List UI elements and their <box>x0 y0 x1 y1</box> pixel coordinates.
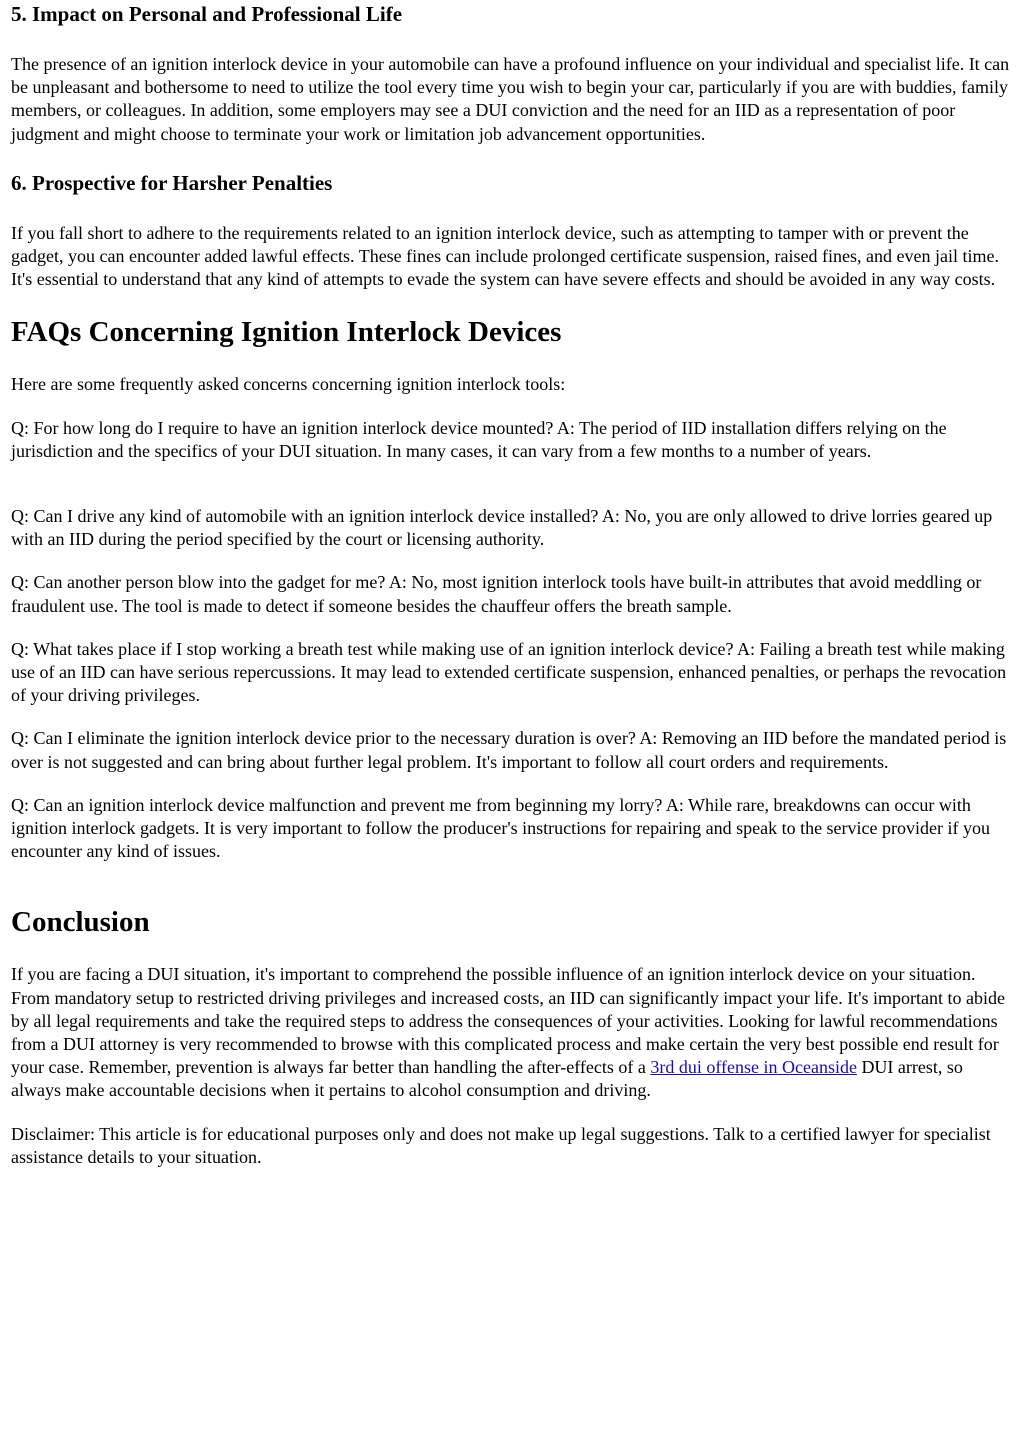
disclaimer: Disclaimer: This article is for educational purposes only and does not make up legal suggestions. Talk to a certified lawyer for specialist assistance details to your situation. <box>11 1123 991 1167</box>
faq-item: Q: Can I drive any kind of automobile with an ignition interlock device installed? A: No, you are only allowed to drive lorries geared up with an IID during the period specified by the court or licensing authority. <box>11 506 993 550</box>
faq-item: Q: Can an ignition interlock device malfunction and prevent me from beginning my lorry? A: While rare, breakdowns can occur with ignition interlock gadgets. It is very important to follow the producer's instructions for repairing and speak to the service provider if you encounter any kind of issues. <box>11 794 990 862</box>
faqs-intro: Here are some frequently asked concerns concerning ignition interlock tools: <box>11 374 566 395</box>
oceanside-dui-link[interactable]: 3rd dui offense in Oceanside <box>650 1057 857 1078</box>
faq-item: Q: For how long do I require to have an ignition interlock device mounted? A: The period of IID installation differs relying on the jurisdiction and the specifics of your DUI situation. In many cases, it can vary from a few months to a number of years. <box>11 417 947 461</box>
conclusion-heading: Conclusion <box>11 906 150 939</box>
section-6-body: If you fall short to adhere to the requirements related to an ignition interlock device, such as attempting to tamper with or prevent the gadget, you can encounter added lawful effects. These fines can include prolonged certificate suspension, raised fines, and even jail time. It's essential to understand that any kind of attempts to evade the system can have severe effects and should be avoided in any way costs. <box>11 222 999 290</box>
section-5-heading: 5. Impact on Personal and Professional Life <box>11 2 403 26</box>
faqs-heading: FAQs Concerning Ignition Interlock Devices <box>11 316 562 349</box>
faq-item: Q: Can I eliminate the ignition interlock device prior to the necessary duration is over? A: Removing an IID before the mandated period is over is not suggested and can bring about further legal problem. It's important to follow all court orders and requirements. <box>11 728 1007 772</box>
conclusion-body <box>11 963 1013 1102</box>
conclusion-text-after-link: DUI arrest, so always make accountable decisions when it pertains to alcohol consumption and driving. <box>11 1057 963 1101</box>
section-5-body: The presence of an ignition interlock device in your automobile can have a profound influence on your individual and specialist life. It can be unpleasant and bothersome to need to utilize the tool every time you wish to begin your car, particularly if you are with buddies, family members, or colleagues. In addition, some employers may see a DUI conviction and the need for an IID as a representation of poor judgment and might choose to terminate your work or limitation job advancement opportunities. <box>11 54 1010 144</box>
faq-item: Q: Can another person blow into the gadget for me? A: No, most ignition interlock tools have built-in attributes that avoid meddling or fraudulent use. The tool is made to detect if someone besides the chauffeur offers the breath sample. <box>11 572 982 616</box>
section-6-heading: 6. Prospective for Harsher Penalties <box>11 170 333 195</box>
faq-item: Q: What takes place if I stop working a breath test while making use of an ignition interlock device? A: Failing a breath test while making use of an IID can have serious repercussions. It may lead to extended certificate suspension, enhanced penalties, or perhaps the revocation of your driving privileges. <box>11 638 1007 706</box>
conclusion-text-before-link: If you are facing a DUI situation, it's important to comprehend the possible influence of an ignition interlock device on your situation. From mandatory setup to restricted driving privileges and increased costs, an IID can significantly impact your life. It's important to abide by all legal requirements and take the required steps to address the consequences of your activities. Looking for lawful recommendations from a DUI attorney is very recommended to browse with this complicated process and make certain the very best possible end result for your case. Remember, prevention is always far better than handling the after-effects of a <box>11 964 1005 1078</box>
